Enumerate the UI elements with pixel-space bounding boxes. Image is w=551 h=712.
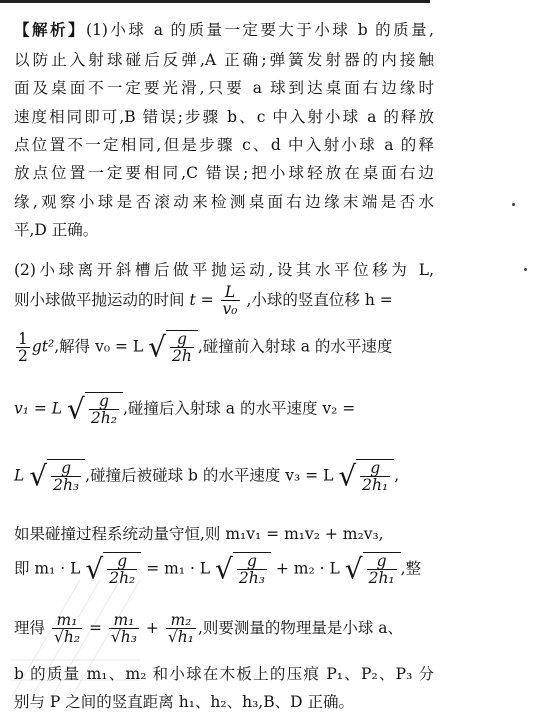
fraction-L-over-v0 xyxy=(221,284,240,318)
L-symbol: L xyxy=(14,466,25,485)
line-10 xyxy=(14,284,434,318)
line-3: 面及桌面不一定要光滑,只要 a 球到达桌面右边缘时 xyxy=(14,79,434,97)
speck-mark xyxy=(524,268,527,271)
fraction-g-2h1 xyxy=(360,460,390,494)
frac-den: 2h xyxy=(172,347,192,366)
line-10-text-a: 则小球做平抛运动的时间 xyxy=(14,290,185,309)
line-7: 缘,观察小球是否滚动来检测桌面右边缘末端是否水 xyxy=(14,193,434,211)
frac-num: g xyxy=(360,460,390,477)
fraction-g-2h1 xyxy=(367,553,397,587)
line-10-text-b: ,小球的竖直位移 h = xyxy=(246,290,393,309)
frac-den: √h₁ xyxy=(167,628,194,647)
v1-expr: v₁ = L xyxy=(14,399,63,418)
radical-sign: √ xyxy=(67,392,85,426)
line-18: 别与 P 之间的竖直距离 h₁、h₂、h₃,B、D 正确。 xyxy=(14,693,354,711)
analysis-heading: 【解析】 xyxy=(14,20,86,39)
equals-sign: = xyxy=(88,618,102,637)
frac-num: g xyxy=(170,331,194,348)
fraction-one-half xyxy=(16,331,30,365)
line-1 xyxy=(14,18,434,40)
line-13 xyxy=(14,459,434,494)
line-6: 放点位置一定要相同,C 错误;把小球轻放在桌面右边 xyxy=(14,164,434,182)
radical-sign: √ xyxy=(344,552,363,586)
frac-den: 2 xyxy=(18,346,28,365)
frac-num: m₁ xyxy=(52,612,82,629)
fraction-g-2h3 xyxy=(237,553,267,587)
frac-den: 2h₁ xyxy=(368,569,395,588)
line-15-text-b: = m₁ · L xyxy=(146,559,211,578)
frac-den: v₀ xyxy=(222,300,238,319)
gt-squared: gt² xyxy=(31,337,55,356)
radical-sign: √ xyxy=(338,459,357,493)
line-15-text-c: + m₂ · L xyxy=(275,559,340,578)
sqrt-g-over-2h2 xyxy=(67,392,123,427)
sqrt-g-over-2h3-b xyxy=(215,552,271,587)
sqrt-g-over-2h1 xyxy=(338,459,394,494)
line-8: 平,D 正确。 xyxy=(14,221,99,239)
frac-num: 1 xyxy=(18,329,28,348)
frac-num: g xyxy=(89,393,119,410)
frac-den: 2h₂ xyxy=(90,409,117,428)
fraction-m2-rh1 xyxy=(166,612,196,646)
fraction-g-2h2 xyxy=(89,393,119,427)
frac-num: g xyxy=(107,553,137,570)
line-13-text-c: , xyxy=(394,466,400,485)
plus-sign: + xyxy=(145,618,159,637)
radical-sign: √ xyxy=(85,552,104,586)
line-17: b 的质量 m₁、m₂ 和小球在木板上的压痕 P₁、P₂、P₃ 分 xyxy=(14,665,434,683)
fraction-g-2h xyxy=(170,331,194,365)
frac-den: 2h₂ xyxy=(109,569,136,588)
frac-num: L xyxy=(221,284,240,301)
frac-num: g xyxy=(51,460,81,477)
line-1-text: (1)小球 a 的质量一定要大于小球 b 的质量, xyxy=(85,21,434,39)
sqrt-g-over-2h xyxy=(148,330,198,365)
watermark-lines xyxy=(0,560,150,705)
line-11-text-a: ,解得 v₀ = L xyxy=(54,337,144,356)
line-11-text-b: ,碰撞前入射球 a 的水平速度 xyxy=(197,337,393,356)
line-16-text-a: 理得 xyxy=(14,618,46,637)
line-15-text-d: ,整 xyxy=(400,559,422,578)
line-16-text-d: ,则要测量的物理量是小球 a、 xyxy=(197,618,404,637)
line-9: (2)小球离开斜槽后做平抛运动,设其水平位移为 L, xyxy=(14,261,434,279)
line-12 xyxy=(14,392,434,427)
sqrt-g-over-2h3 xyxy=(29,459,85,494)
frac-num: m₁ xyxy=(109,612,139,629)
frac-den: 2h₃ xyxy=(53,476,80,495)
line-14: 如果碰撞过程系统动量守恒,则 m₁v₁ = m₁v₂ + m₂v₃, xyxy=(14,525,384,543)
line-4: 速度相同即可,B 错误;步骤 b、c 中入射小球 a 的释放 xyxy=(14,108,434,126)
radical-sign: √ xyxy=(148,330,166,364)
line-5: 点位置不一定相同,但是步骤 c、d 中入射小球 a 的释 xyxy=(14,136,434,154)
line-13-text-b: ,碰撞后被碰球 b 的水平速度 v₃ = L xyxy=(85,466,334,485)
frac-den: 2h₁ xyxy=(362,476,389,495)
time-symbol: t = xyxy=(189,290,214,309)
frac-den: √h₂ xyxy=(53,628,81,647)
frac-den: √h₃ xyxy=(110,628,137,647)
top-rule xyxy=(0,0,430,3)
line-11 xyxy=(14,330,434,365)
speck-mark xyxy=(512,203,515,206)
sqrt-g-over-2h1-b xyxy=(345,552,401,587)
frac-num: m₂ xyxy=(166,612,196,629)
line-12-text-b: ,碰撞后入射球 a 的水平速度 v₂ = xyxy=(122,399,356,418)
line-2: 以防止入射球碰后反弹,A 正确;弹簧发射器的内接触 xyxy=(14,51,434,69)
line-15-text-a: 即 m₁ · L xyxy=(14,559,81,578)
frac-num: g xyxy=(237,553,267,570)
frac-den: 2h₃ xyxy=(238,569,265,588)
fraction-g-2h3 xyxy=(51,460,81,494)
radical-sign: √ xyxy=(29,459,48,493)
radical-sign: √ xyxy=(215,552,233,586)
frac-num: g xyxy=(367,553,397,570)
